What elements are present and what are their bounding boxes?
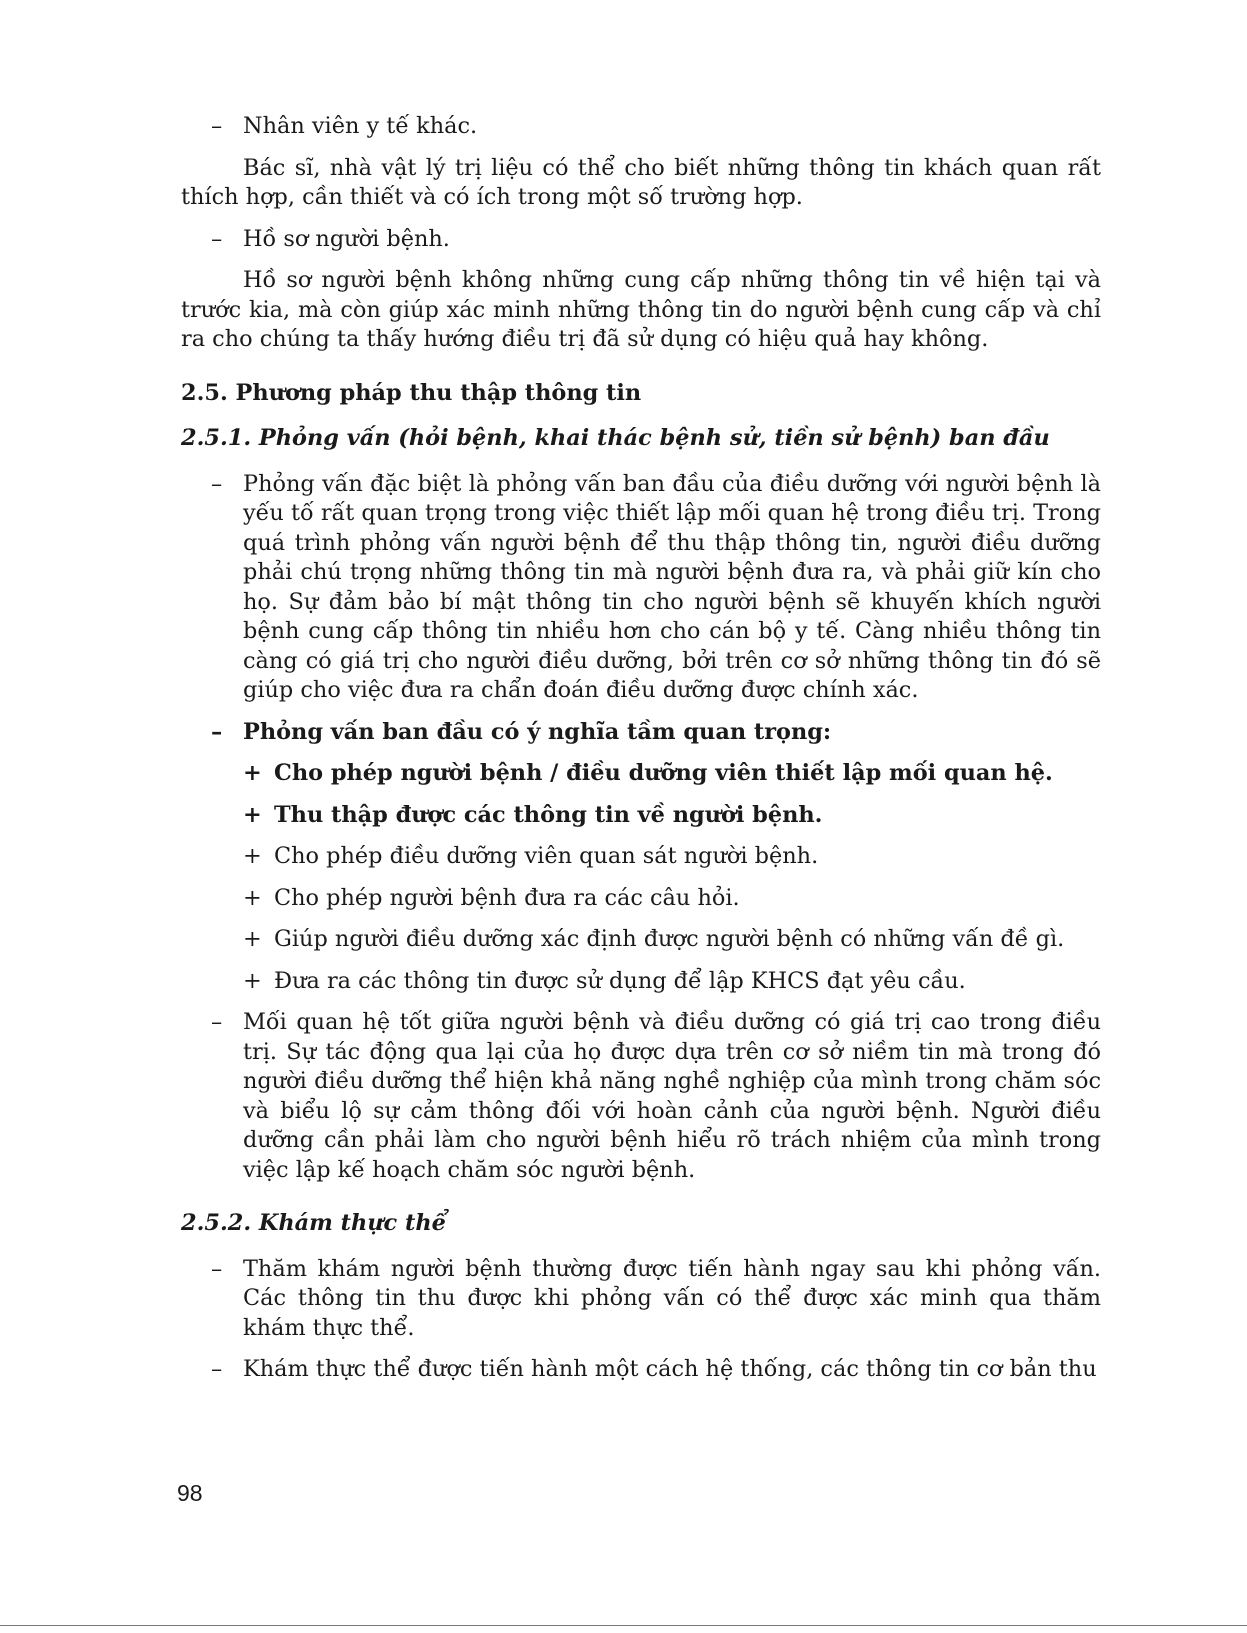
sub-bullet-item	[243, 925, 1101, 955]
bullet-item	[211, 112, 1101, 142]
plus-marker: +	[243, 760, 262, 786]
dash-marker: –	[211, 718, 223, 745]
dash-marker: –	[211, 1255, 223, 1282]
dash-marker: –	[211, 225, 223, 252]
bullet-text: Nhân viên y tế khác.	[243, 113, 478, 139]
sub-bullet-item	[243, 967, 1101, 997]
dash-marker: –	[211, 1356, 223, 1382]
bullet-item	[211, 1008, 1101, 1185]
page-body	[181, 112, 1101, 1385]
bullet-item	[211, 470, 1101, 706]
sub-bullet-item	[243, 801, 1101, 831]
bullet-item	[211, 1355, 1101, 1385]
bullet-text: Khám thực thể được tiến hành một cách hệ thống, các thông tin cơ bản thu	[243, 1356, 1097, 1382]
plus-marker: +	[243, 843, 262, 869]
sub-bullet-text: Cho phép điều dưỡng viên quan sát người bệnh.	[274, 843, 819, 869]
plus-marker: +	[243, 801, 262, 828]
plus-marker: +	[243, 926, 262, 952]
paragraph: Hồ sơ người bệnh không những cung cấp những thông tin về hiện tại và trước kia, mà còn giúp xác minh những thông tin do người bệnh cung cấp và chỉ ra cho chúng ta thấy hướng điều trị đã sử dụng có hiệu quả hay không.	[181, 267, 1101, 352]
dash-marker: –	[211, 113, 223, 139]
sub-bullet-text: Giúp người điều dưỡng xác định được người bệnh có những vấn đề gì.	[274, 926, 1065, 952]
dash-marker: –	[211, 1009, 223, 1035]
sub-bullet-text: Đưa ra các thông tin được sử dụng để lập KHCS đạt yêu cầu.	[274, 967, 966, 994]
scan-edge-line	[0, 1625, 1247, 1626]
plus-marker: +	[243, 884, 262, 911]
subsection-heading: 2.5.1. Phỏng vấn (hỏi bệnh, khai thác bệnh sử, tiền sử bệnh) ban đầu	[181, 425, 1050, 451]
bullet-text: Phỏng vấn đặc biệt là phỏng vấn ban đầu của điều dưỡng với người bệnh là yếu tố rất quan trọng trong việc thiết lập mối quan hệ trong điều trị. Trong quá trình phỏng vấn người bệnh để thu thập thông tin, người điều dưỡng phải chú trọng những thông tin mà người bệnh đưa ra, và phải giữ kín cho họ. Sự đảm bảo bí mật thông tin cho người bệnh sẽ khuyến khích người bệnh cung cấp thông tin nhiều hơn cho cán bộ y tế. Càng nhiều thông tin càng có giá trị cho người điều dưỡng, bởi trên cơ sở những thông tin đó sẽ giúp cho việc đưa ra chẩn đoán điều dưỡng được chính xác.	[243, 470, 1101, 703]
bullet-item	[211, 1255, 1101, 1344]
section-heading: 2.5. Phương pháp thu thập thông tin	[181, 379, 642, 406]
sub-bullet-text: Thu thập được các thông tin về người bệnh.	[274, 801, 823, 828]
bullet-text: Hồ sơ người bệnh.	[243, 225, 450, 252]
sub-bullet-item	[243, 884, 1101, 914]
subsection-heading: 2.5.2. Khám thực thể	[181, 1210, 446, 1236]
bullet-text: Phỏng vấn ban đầu có ý nghĩa tầm quan trọng:	[243, 718, 832, 745]
plus-marker: +	[243, 967, 262, 994]
bullet-text: Thăm khám người bệnh thường được tiến hành ngay sau khi phỏng vấn. Các thông tin thu được khi phỏng vấn có thể được xác minh qua thăm khám thực thể.	[243, 1255, 1101, 1341]
sub-bullet-item	[243, 842, 1101, 872]
paragraph: Bác sĩ, nhà vật lý trị liệu có thể cho biết những thông tin khách quan rất thích hợp, cần thiết và có ích trong một số trường hợp.	[181, 154, 1101, 210]
sub-bullet-text: Cho phép người bệnh / điều dưỡng viên thiết lập mối quan hệ.	[274, 760, 1053, 786]
bullet-text: Mối quan hệ tốt giữa người bệnh và điều dưỡng có giá trị cao trong điều trị. Sự tác động qua lại của họ được dựa trên cơ sở niềm tin mà trong đó người điều dưỡng thể hiện khả năng nghề nghiệp của mình trong chăm sóc và biểu lộ sự cảm thông đối với hoàn cảnh của người bệnh. Người điều dưỡng cần phải làm cho người bệnh hiểu rõ trách nhiệm của mình trong việc lập kế hoạch chăm sóc người bệnh.	[243, 1009, 1101, 1183]
bullet-item	[211, 718, 1101, 748]
dash-marker: –	[211, 470, 223, 497]
sub-bullet-text: Cho phép người bệnh đưa ra các câu hỏi.	[274, 884, 740, 911]
bullet-item	[211, 225, 1101, 255]
page-number: 98	[177, 1480, 203, 1506]
sub-bullet-item	[243, 759, 1101, 789]
